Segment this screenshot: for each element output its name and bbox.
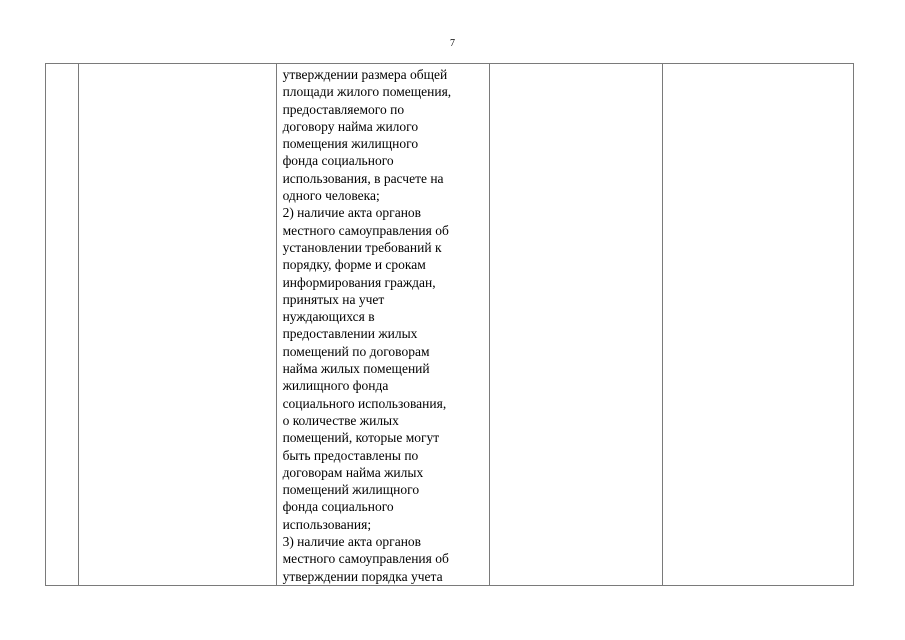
text-line: помещения жилищного <box>282 136 419 152</box>
table-cell-requirements <box>276 64 490 586</box>
page-number: 7 <box>450 38 455 49</box>
text-line: предоставлении жилых <box>282 326 418 342</box>
text-line: принятых на учет <box>282 291 385 307</box>
text-line: одного человека; <box>282 188 380 204</box>
text-line: помещений по договорам <box>282 343 430 359</box>
text-line: использования, в расчете на <box>282 170 444 186</box>
text-line: установлении требований к <box>282 239 442 255</box>
document-table <box>45 63 854 586</box>
text-line: порядку, форме и срокам <box>282 257 426 273</box>
text-line: утверждении порядка учета <box>282 568 443 584</box>
text-line: 3) наличие акта органов <box>282 534 422 550</box>
text-line: помещений, которые могут <box>282 430 440 446</box>
table-cell-number <box>46 64 79 586</box>
text-line: 2) наличие акта органов <box>282 205 422 221</box>
text-line: информирования граждан, <box>282 274 436 290</box>
text-line: договорам найма жилых <box>282 464 424 480</box>
table-cell-column-5 <box>662 64 854 586</box>
text-line: площади жилого помещения, <box>282 84 452 100</box>
requirements-text <box>277 64 490 585</box>
text-line: нуждающихся в <box>282 309 375 325</box>
text-line: о количестве жилых <box>282 412 399 428</box>
text-line: местного самоуправления об <box>282 222 449 238</box>
text-line: использования; <box>282 516 372 532</box>
text-line: предоставляемого по <box>282 101 405 117</box>
text-line: социального использования, <box>282 395 447 411</box>
table-cell-column-4 <box>490 64 662 586</box>
text-line: жилищного фонда <box>282 378 389 394</box>
text-line: быть предоставлены по <box>282 447 419 463</box>
text-line: фонда социального <box>282 153 394 169</box>
text-line: утверждении размера общей <box>282 67 448 82</box>
text-line: помещений жилищного <box>282 482 420 498</box>
text-line: найма жилых помещений <box>282 361 430 377</box>
table-row <box>46 64 854 586</box>
table-cell-name <box>79 64 276 586</box>
text-line: местного самоуправления об <box>282 551 449 567</box>
text-line: договору найма жилого <box>282 118 419 134</box>
text-line: фонда социального <box>282 499 394 515</box>
